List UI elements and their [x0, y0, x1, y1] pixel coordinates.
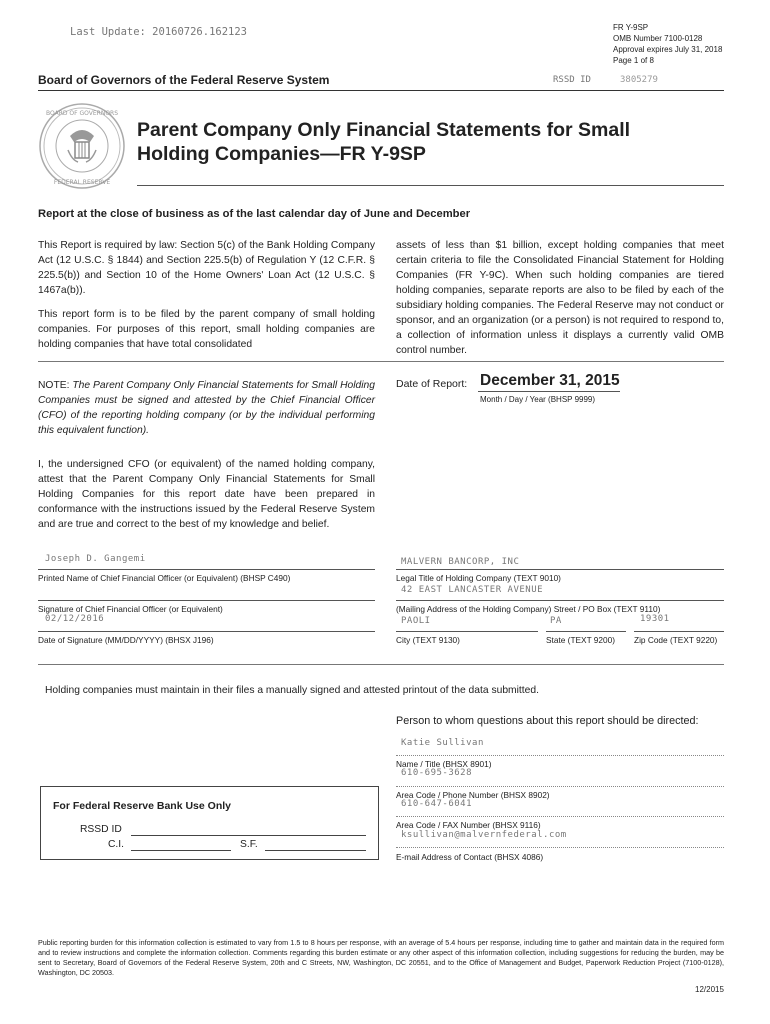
- signature-date-line: [38, 631, 375, 632]
- svg-text:BOARD OF GOVERNORS: BOARD OF GOVERNORS: [45, 110, 119, 117]
- note-text: The Parent Company Only Financial Statements for Small Holding Companies must be signed and attested by the Chief Financial Officer (CFO) of the reporting holding company (or by the individual performing this equivalent function).: [38, 380, 375, 436]
- contact-name-label: Name / Title (BHSX 8901): [396, 759, 492, 769]
- address-label: (Mailing Address of the Holding Company) Street / PO Box (TEXT 9110): [396, 604, 661, 614]
- contact-email-line: [396, 847, 724, 848]
- contact-email-value[interactable]: ksullivan@malvernfederal.com: [401, 830, 567, 840]
- last-update: Last Update: 20160726.162123: [70, 26, 248, 38]
- legal-title-value[interactable]: MALVERN BANCORP, INC: [401, 557, 520, 567]
- date-of-report-label: Date of Report:: [396, 378, 468, 390]
- form-title: [137, 118, 630, 166]
- fields-rule: [38, 664, 724, 665]
- fed-rssd-field[interactable]: [131, 835, 366, 836]
- city-line: [396, 631, 538, 632]
- approval-expiration: Approval expires July 31, 2018: [613, 45, 723, 54]
- signature-date-value[interactable]: 02/12/2016: [45, 614, 105, 624]
- federal-reserve-seal: [38, 102, 126, 195]
- fed-use-box: [40, 786, 379, 860]
- cfo-name-line: [38, 569, 375, 570]
- contact-fax-line: [396, 816, 724, 817]
- fed-sf-label: S.F.: [240, 839, 258, 850]
- footer-date: 12/2015: [695, 985, 724, 994]
- city-value[interactable]: PAOLI: [401, 616, 431, 626]
- fed-sf-field[interactable]: [265, 850, 366, 851]
- svg-text:FEDERAL RESERVE: FEDERAL RESERVE: [53, 179, 111, 186]
- address-line: [396, 600, 724, 601]
- right-paragraph: assets of less than $1 billion, except holding companies that meet certain criteria to file the Consolidated Financial Statement for Holding Companies (FR Y-9C). When such holding companies are tiered holding companies, separate reports are also to be filed by each of the subsidiary holding companies. The Federal Reserve may not conduct or sponsor, and an organization (or a person) is not required to respond to, a collection of information unless it displays a currently valid OMB control number.: [396, 240, 724, 356]
- state-line: [546, 631, 626, 632]
- contact-name-value[interactable]: Katie Sullivan: [401, 738, 484, 748]
- left-paragraph-1: This Report is required by law: Section 5(c) of the Bank Holding Company Act (12 U.S.C. § 1844) and Section 225.5(b) of Regulation Y (12 C.F.R. § 225.5(b)) and Section 10 of the Home Owners' Loan Act (12 U.S.C. § 1467a(b)).: [38, 240, 375, 296]
- title-line-2: Holding Companies—FR Y-9SP: [137, 143, 426, 165]
- contact-heading: Person to whom questions about this report should be directed:: [396, 715, 699, 727]
- legal-title-label: Legal Title of Holding Company (TEXT 9010): [396, 573, 561, 583]
- intro-rule: [38, 361, 724, 362]
- cfo-name-label: Printed Name of Chief Financial Officer (or Equivalent) (BHSP C490): [38, 573, 291, 583]
- zip-line: [634, 631, 724, 632]
- date-of-report-caption: Month / Day / Year (BHSP 9999): [480, 395, 596, 404]
- contact-name-line: [396, 755, 724, 756]
- state-label: State (TEXT 9200): [546, 635, 616, 645]
- signature-date-label: Date of Signature (MM/DD/YYYY) (BHSX J196): [38, 635, 214, 645]
- contact-phone-value[interactable]: 610-695-3628: [401, 768, 473, 778]
- title-line-1: Parent Company Only Financial Statements for Small: [137, 119, 631, 141]
- legal-title-line: [396, 569, 724, 570]
- city-label: City (TEXT 9130): [396, 635, 460, 645]
- header-rule: [38, 90, 724, 91]
- state-value[interactable]: PA: [550, 616, 562, 626]
- attestation-text: I, the undersigned CFO (or equivalent) of the named holding company, attest that the Parent Company Only Financial Statements for Small Holding Companies for this report date have been prepared in conformance with the instructions issued by the Federal Reserve System and are true and correct to the best of my knowledge and belief.: [38, 459, 375, 530]
- fed-rssd-label: RSSD ID: [80, 824, 122, 835]
- form-id: FR Y-9SP: [613, 23, 649, 32]
- contact-phone-label: Area Code / Phone Number (BHSX 8902): [396, 790, 550, 800]
- signature-line: [38, 600, 375, 601]
- agency-name: Board of Governors of the Federal Reserve System: [38, 73, 330, 87]
- contact-fax-label: Area Code / FAX Number (BHSX 9116): [396, 820, 541, 830]
- date-of-report-value[interactable]: December 31, 2015: [480, 372, 620, 389]
- contact-phone-line: [396, 786, 724, 787]
- title-rule: [137, 185, 724, 186]
- date-of-report-line: [478, 391, 620, 392]
- page-number: Page 1 of 8: [613, 56, 654, 65]
- left-paragraph-2: This report form is to be filed by the parent company of small holding companies. For purposes of this report, small holding companies are holding companies that have total consolidated: [38, 309, 375, 350]
- fed-ci-field[interactable]: [131, 850, 231, 851]
- report-heading: Report at the close of business as of the last calendar day of June and December: [38, 208, 471, 220]
- burden-statement: Public reporting burden for this information collection is estimated to vary from 1.5 to 8 hours per response, with an average of 5.4 hours per response, including time to gather and maintain data in the required form and to review instructions and complete the information collection. Comments regarding this burden estimate or any other aspect of this information collection, including suggestions for reducing the burden, may be sent to Secretary, Board of Governors of the Federal Reserve System, 20th and C Streets, NW, Washington, DC 20551, and to the Office of Management and Budget, Paperwork Reduction Project (7100-0128), Washington, DC 20503.: [38, 938, 724, 977]
- signature-label: Signature of Chief Financial Officer (or Equivalent): [38, 604, 223, 614]
- cfo-name-value[interactable]: Joseph D. Gangemi: [45, 554, 146, 564]
- zip-value[interactable]: 19301: [640, 614, 670, 624]
- fed-use-title: For Federal Reserve Bank Use Only: [53, 800, 231, 812]
- cfo-note: [38, 378, 375, 438]
- contact-email-label: E-mail Address of Contact (BHSX 4086): [396, 852, 544, 862]
- omb-number: OMB Number 7100-0128: [613, 34, 703, 43]
- address-value[interactable]: 42 EAST LANCASTER AVENUE: [401, 585, 544, 595]
- rssd-label: RSSD ID: [553, 75, 591, 85]
- maintain-notice: Holding companies must maintain in their files a manually signed and attested printout of the data submitted.: [45, 685, 539, 696]
- contact-fax-value[interactable]: 610-647-6041: [401, 799, 473, 809]
- note-prefix: NOTE:: [38, 380, 70, 391]
- fed-ci-label: C.I.: [108, 839, 125, 850]
- rssd-value: 3805279: [620, 75, 658, 85]
- zip-label: Zip Code (TEXT 9220): [634, 635, 718, 645]
- form-info: [613, 22, 722, 66]
